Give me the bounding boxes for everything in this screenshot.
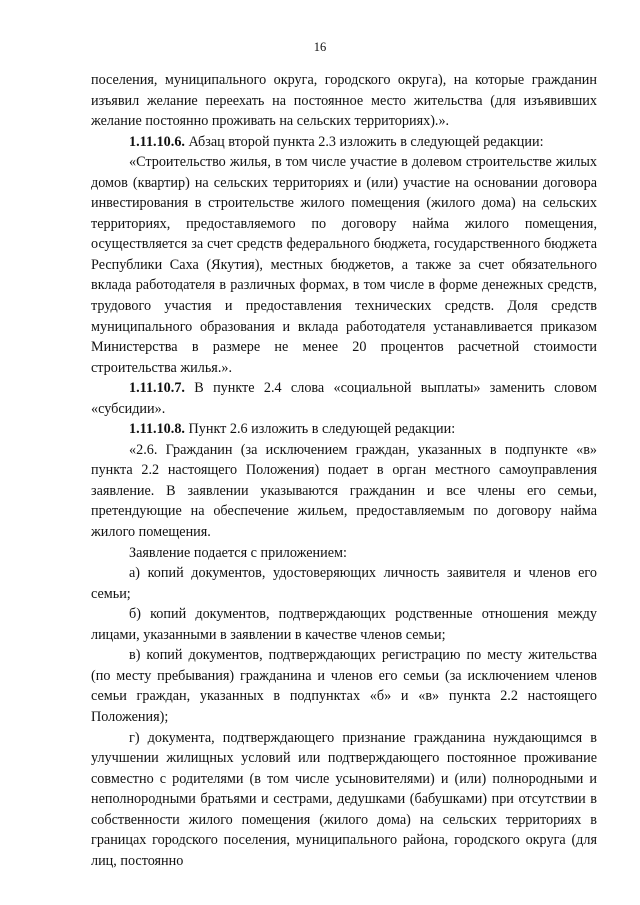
paragraph-construction: «Строительство жилья, в том числе участие в долевом строительстве жилых домов (квартир) на сельских территориях и (или) участие на основании договора инвестирования в строительстве жилого помещения (жилого дома) на сельских территориях, предоставляемого по договору найма жилого помещения, осуществляется за счет средств федерального бюджета, государственного бюджета Республики Саха (Якутия), местных бюджетов, а также за счет обязательного вклада работодателя в различных формах, в том числе в форме денежных средств, трудового участия и предоставления технических средств. Доля средств муниципального образования и вклада работодателя устанавливается приказом Министерства в размере не менее 20 процентов расчетной стоимости строительства жилья.». xyxy=(91,154,597,376)
paragraph-continuation: поселения, муниципального округа, городского округа), на которые гражданин изъявил желание переехать на постоянное место жительства (для изъявивших желание постоянно проживать на сельских территориях).». xyxy=(91,72,597,130)
paragraph-attachments-intro: Заявление подается с приложением: xyxy=(129,544,347,561)
paragraph-amendment-1-11-10-6: 1.11.10.6. Абзац второй пункта 2.3 изложить в следующей редакции: xyxy=(129,133,544,150)
paragraph-amendment-1-11-10-7: 1.11.10.7. В пункте 2.4 слова «социальной выплаты» заменить словом «субсидии». xyxy=(91,380,597,417)
clause-number: 1.11.10.6. xyxy=(129,133,185,150)
clause-number: 1.11.10.7. xyxy=(129,380,185,397)
paragraph-2-6: «2.6. Гражданин (за исключением граждан, указанных в подпункте «в» пункта 2.2 настоящего Положения) подает в орган местного самоуправления заявление. В заявлении указываются гражданин и все члены его семьи, претендующие на обеспечение жильем, предоставляемым по договору найма жилого помещения. xyxy=(91,441,597,541)
clause-number: 1.11.10.8. xyxy=(129,421,185,438)
page-number: 16 xyxy=(313,40,327,54)
document-body xyxy=(91,70,597,871)
list-item-v: в) копий документов, подтверждающих регистрацию по месту жительства (по месту пребывания) гражданина и членов его семьи (за исключением членов семьи граждан, указанных в подпунктах «б» и «в» пункта 2.2 настоящего Положения); xyxy=(91,647,597,725)
paragraph-amendment-1-11-10-8: 1.11.10.8. Пункт 2.6 изложить в следующей редакции: xyxy=(129,421,456,438)
list-item-a: а) копий документов, удостоверяющих личность заявителя и членов его семьи; xyxy=(91,565,597,602)
list-item-b: б) копий документов, подтверждающих родственные отношения между лицами, указанными в заявлении в качестве членов семьи; xyxy=(91,606,597,643)
list-item-g: г) документа, подтверждающего признание гражданина нуждающимся в улучшении жилищных условий или подтверждающего постоянное проживание совместно с родителями (в том числе усыновителями) и (или) полнородными и неполнородными братьями и сестрами, дедушками (бабушками) при отсутствии в собственности жилого помещения (жилого дома) на сельских территориях в границах городского поселения, муниципального района, городского округа (для лиц, постоянно xyxy=(91,729,597,869)
